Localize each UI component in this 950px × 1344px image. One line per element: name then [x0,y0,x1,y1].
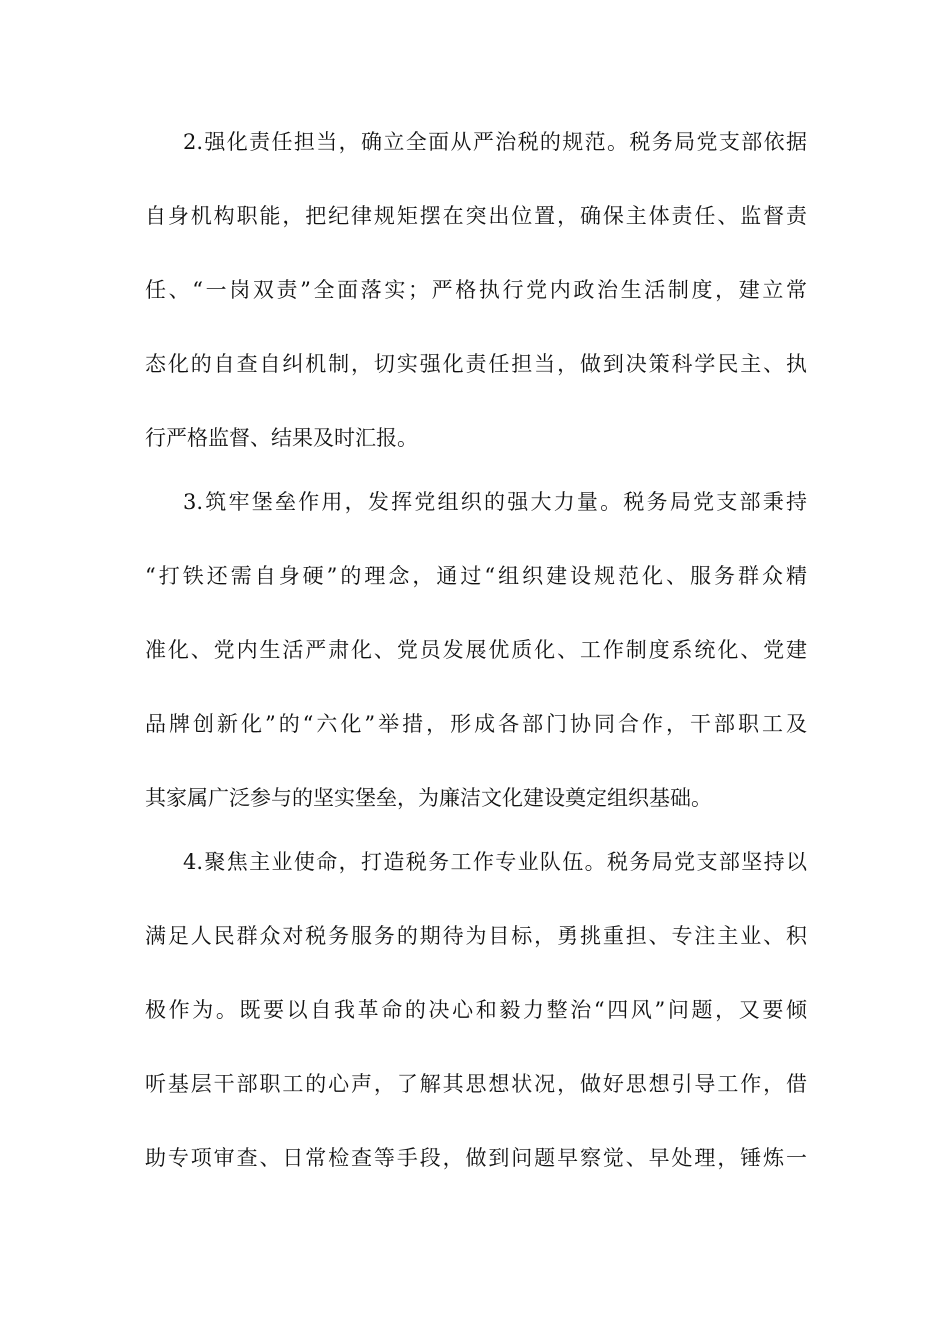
paragraph-2-line-1: 2.强化责任担当，确立全面从严治税的规范。税务局党支部依据 [183,130,807,154]
paragraph-2-line-2: 自身机构职能，把纪律规矩摆在突出位置，确保主体责任、监督责 [145,204,807,228]
paragraph-4-line-2: 满足人民群众对税务服务的期待为目标，勇挑重担、专注主业、积 [145,924,807,948]
document-body [145,116,807,1206]
paragraph-4-line-1: 4.聚焦主业使命，打造税务工作专业队伍。税务局党支部坚持以 [183,850,807,874]
paragraph-2-line-3: 任、“一岗双责”全面落实；严格执行党内政治生活制度，建立常 [145,278,807,302]
paragraph-2-line-5: 行严格监督、结果及时汇报。 [145,426,418,450]
paragraph-3-line-2: “打铁还需自身硬”的理念，通过“组织建设规范化、服务群众精 [145,564,807,588]
paragraph-3-line-1: 3.筑牢堡垒作用，发挥党组织的强大力量。税务局党支部秉持 [183,490,807,514]
paragraph-4-line-4: 听基层干部职工的心声，了解其思想状况，做好思想引导工作，借 [145,1072,807,1096]
paragraph-3-line-3: 准化、党内生活严肃化、党员发展优质化、工作制度系统化、党建 [145,638,807,662]
paragraph-4-line-3: 极作为。既要以自我革命的决心和毅力整治“四风”问题，又要倾 [145,998,807,1022]
paragraph-4-line-5: 助专项审查、日常检查等手段，做到问题早察觉、早处理，锤炼一 [145,1146,807,1170]
paragraph-3-line-5: 其家属广泛参与的坚实堡垒，为廉洁文化建设奠定组织基础。 [145,786,712,810]
paragraph-3-line-4: 品牌创新化”的“六化”举措，形成各部门协同合作，干部职工及 [145,712,807,736]
paragraph-2-line-4: 态化的自查自纠机制，切实强化责任担当，做到决策科学民主、执 [145,352,807,376]
